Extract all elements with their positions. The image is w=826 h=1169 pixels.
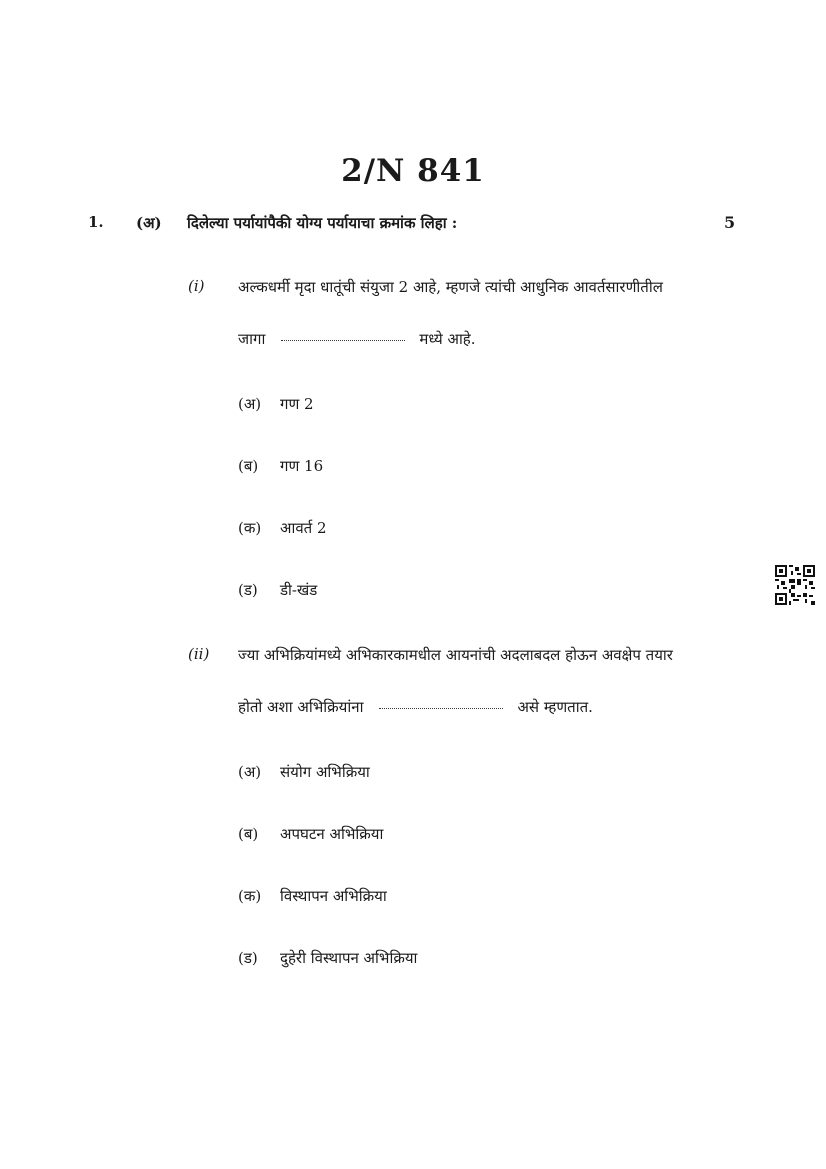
item-1-line-2-before: जागा xyxy=(238,330,266,348)
item-2-line-2-before: होतो अशा अभिक्रियांना xyxy=(238,698,364,716)
item-1-line-2-after: मध्ये आहे. xyxy=(419,330,476,348)
option-text: दुहेरी विस्थापन अभिक्रिया xyxy=(280,949,418,967)
question-instruction: दिलेल्या पर्यायांपैकी योग्य पर्यायाचा क्रमांक लिहा : xyxy=(187,214,458,232)
item-2-line-2-after: असे म्हणतात. xyxy=(517,698,593,716)
option-label: (ब) xyxy=(238,825,259,843)
question-sub-label: (अ) xyxy=(136,214,162,232)
blank-dotted-line xyxy=(379,708,503,709)
option-label: (ड) xyxy=(238,949,258,967)
option xyxy=(238,456,323,476)
option-label: (ब) xyxy=(238,457,259,475)
option xyxy=(238,580,317,600)
option xyxy=(238,948,417,968)
option xyxy=(238,824,383,844)
qr-code-icon xyxy=(775,565,815,605)
item-1-line-1: अल्कधर्मी मृदा धातूंची संयुजा 2 आहे, म्हणजे त्यांची आधुनिक आवर्तसारणीतील xyxy=(238,278,663,296)
item-1-line-2 xyxy=(238,329,476,349)
option-text: गण 2 xyxy=(280,395,314,413)
option-text: विस्थापन अभिक्रिया xyxy=(280,887,387,905)
option xyxy=(238,394,314,414)
option xyxy=(238,762,370,782)
item-2-line-1: ज्या अभिक्रियांमध्ये अभिकारकामधील आयनांची अदलाबदल होऊन अवक्षेप तयार xyxy=(238,646,673,664)
option xyxy=(238,886,387,906)
option-label: (अ) xyxy=(238,395,262,413)
question-marks: 5 xyxy=(724,213,736,232)
paper-code: 2/N 841 xyxy=(341,153,485,189)
option xyxy=(238,518,327,538)
option-label: (क) xyxy=(238,887,262,905)
option-text: गण 16 xyxy=(280,457,324,475)
option-label: (अ) xyxy=(238,763,262,781)
question-number: 1. xyxy=(88,213,104,231)
option-label: (क) xyxy=(238,519,262,537)
blank-dotted-line xyxy=(281,340,405,341)
item-1-number: (i) xyxy=(188,277,205,295)
option-label: (ड) xyxy=(238,581,258,599)
option-text: संयोग अभिक्रिया xyxy=(280,763,370,781)
item-2-number: (ii) xyxy=(188,645,210,663)
option-text: आवर्त 2 xyxy=(280,519,327,537)
option-text: अपघटन अभिक्रिया xyxy=(280,825,384,843)
item-2-line-2 xyxy=(238,697,593,717)
option-text: डी-खंड xyxy=(280,581,318,599)
